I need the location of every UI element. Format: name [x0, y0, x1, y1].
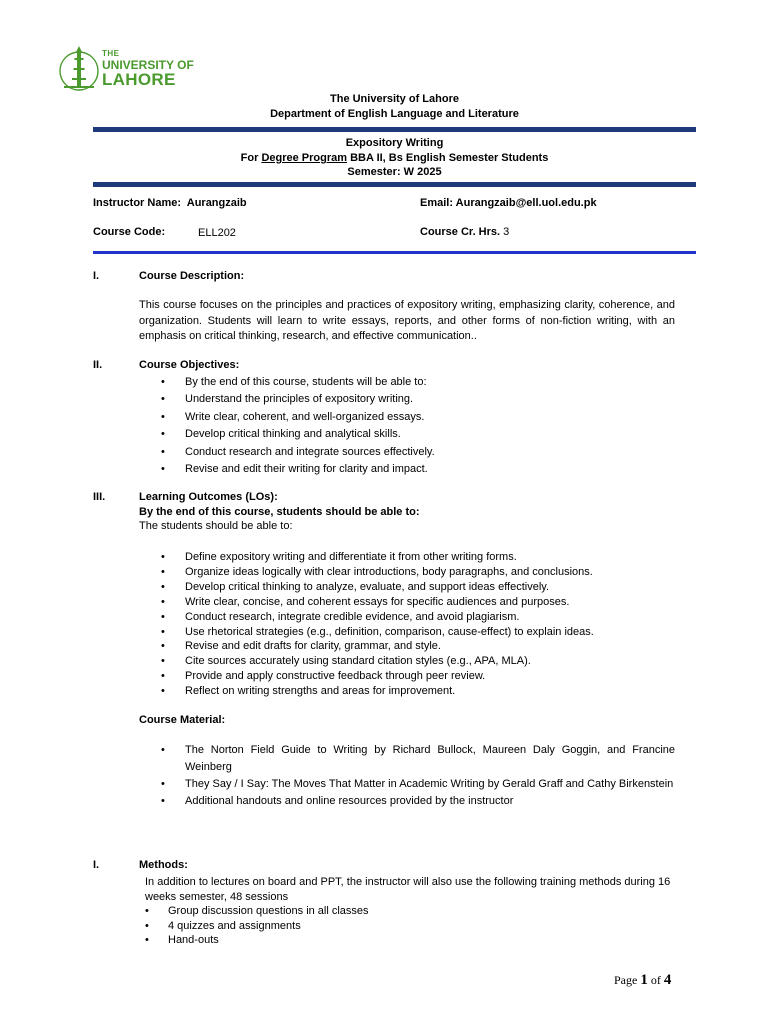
list-item-text: Group discussion questions in all classes: [168, 905, 369, 917]
learning-outcomes-intro: The students should be able to:: [139, 520, 293, 532]
list-item-text: Define expository writing and differentiate it from other writing forms.: [185, 551, 517, 563]
section-number: I.: [93, 859, 100, 871]
list-item-text: Conduct research, integrate credible evidence, and avoid plagiarism.: [185, 610, 520, 623]
list-item: [139, 444, 679, 461]
list-item-text: They Say / I Say: The Moves That Matter in Academic Writing by Gerald Graff and Cathy Birkenstein: [185, 778, 674, 790]
bullet-icon: •: [145, 905, 149, 917]
list-item-text: By the end of this course, students will be able to:: [185, 376, 427, 388]
email-value: Aurangzaib@ell.uol.edu.pk: [455, 197, 597, 209]
bullet-icon: •: [161, 580, 165, 593]
header-divider-top: [93, 127, 696, 132]
program-suffix: BBA II, Bs English Semester Students: [347, 152, 549, 164]
list-item: [139, 776, 675, 793]
instructor-row: [93, 197, 247, 209]
logo-university: UNIVERSITY OF: [102, 58, 194, 72]
methods-heading: Methods:: [139, 859, 188, 871]
page-total: 4: [663, 972, 672, 988]
list-item: [139, 550, 679, 565]
list-item-text: Hand-outs: [168, 934, 219, 947]
list-item: [139, 391, 679, 408]
bullet-icon: •: [161, 685, 165, 698]
bullet-icon: •: [161, 410, 165, 423]
credit-hours-value: 3: [503, 226, 510, 238]
list-item: [139, 580, 679, 595]
list-item-text: The Norton Field Guide to Writing by Richard Bullock, Maureen Daly Goggin, and Francine Weinberg: [185, 744, 675, 773]
email-row: [420, 197, 597, 209]
page-number: [614, 972, 671, 989]
department-name: Department of English Language and Literature: [270, 108, 519, 120]
bullet-icon: •: [161, 640, 165, 653]
course-code-label: Course Code:: [93, 226, 166, 238]
list-item: [139, 565, 679, 580]
course-objectives-heading: Course Objectives:: [139, 359, 240, 371]
list-item: [139, 461, 679, 478]
bullet-icon: •: [161, 565, 165, 578]
list-item: [139, 409, 679, 426]
learning-outcomes-subtitle: By the end of this course, students should be able to:: [139, 506, 420, 518]
list-item: [139, 639, 679, 654]
university-name: The University of Lahore: [330, 93, 459, 105]
section-number: II.: [93, 359, 103, 371]
logo-the: THE: [102, 49, 120, 58]
list-item-text: Cite sources accurately using standard citation styles (e.g., APA, MLA).: [185, 655, 531, 668]
methods-text: In addition to lectures on board and PPT, the instructor will also use the following training methods during 16 weeks semester, 48 sessions: [145, 876, 671, 903]
logo-text: [102, 50, 194, 88]
list-item-text: Develop critical thinking to analyze, evaluate, and support ideas effectively.: [185, 580, 550, 593]
bullet-icon: •: [161, 463, 165, 476]
list-item: [139, 654, 679, 669]
list-item-text: Write clear, concise, and coherent essays for specific audiences and purposes.: [185, 595, 570, 608]
material-list: [139, 742, 675, 810]
bullet-icon: •: [161, 610, 165, 623]
methods-list: [145, 904, 675, 948]
list-item-text: Provide and apply constructive feedback through peer review.: [185, 670, 486, 683]
bullet-icon: •: [161, 376, 165, 388]
list-item-text: Conduct research and integrate sources effectively.: [185, 445, 435, 458]
bullet-icon: •: [145, 934, 149, 947]
course-material-heading: Course Material:: [139, 714, 226, 726]
list-item: [139, 625, 679, 640]
section-number: I.: [93, 270, 100, 282]
instructor-label: Instructor Name:: [93, 197, 182, 209]
list-item-text: 4 quizzes and assignments: [168, 919, 301, 932]
credit-hours-row: [420, 226, 509, 238]
list-item-text: Use rhetorical strategies (e.g., definition, comparison, cause-effect) to explain ideas.: [185, 625, 594, 638]
course-title: Expository Writing: [345, 137, 444, 149]
bullet-icon: •: [161, 795, 165, 807]
bullet-icon: •: [161, 595, 165, 608]
objectives-list: [139, 374, 679, 478]
instructor-value: Aurangzaib: [186, 197, 247, 209]
logo-lahore: LAHORE: [102, 70, 176, 89]
page-label: Page: [614, 973, 638, 987]
page-current: 1: [640, 972, 648, 988]
program-link: Degree Program: [261, 152, 348, 164]
course-description-text: This course focuses on the principles and practices of expository writing, emphasizing clarity, coherence, and organization. Students will learn to write essays, reports, and other forms of non-fiction writing, with an emphasis on critical thinking, research, and effective communication..: [139, 299, 675, 342]
list-item: [139, 426, 679, 443]
list-item-text: Develop critical thinking and analytical skills.: [185, 428, 401, 441]
bullet-icon: •: [161, 744, 165, 756]
outcomes-list: [139, 550, 679, 699]
email-label: Email:: [420, 197, 454, 209]
bullet-icon: •: [161, 393, 165, 406]
list-item: [139, 742, 675, 776]
minar-logo-icon: [58, 46, 100, 92]
list-item-text: Understand the principles of expository writing.: [185, 393, 414, 406]
university-logo: [58, 46, 198, 94]
list-item-text: Write clear, coherent, and well-organized essays.: [185, 410, 425, 423]
list-item: [139, 669, 679, 684]
bullet-icon: •: [161, 670, 165, 683]
list-item-text: Additional handouts and online resources provided by the instructor: [185, 795, 514, 807]
bullet-icon: •: [161, 551, 165, 563]
course-code-value: ELL202: [198, 227, 236, 239]
program-prefix: For: [240, 152, 262, 164]
bullet-icon: •: [145, 919, 149, 932]
semester-line: Semester: W 2025: [347, 166, 442, 178]
list-item: [145, 904, 675, 919]
header-divider-bottom: [93, 182, 696, 187]
page-of: of: [650, 973, 661, 987]
list-item: [139, 595, 679, 610]
list-item: [145, 919, 675, 934]
credit-hours-label: Course Cr. Hrs.: [420, 226, 501, 238]
list-item: [139, 684, 679, 699]
bullet-icon: •: [161, 445, 165, 458]
list-item-text: Reflect on writing strengths and areas for improvement.: [185, 685, 456, 698]
list-item-text: Organize ideas logically with clear introductions, body paragraphs, and conclusions.: [185, 565, 593, 578]
list-item-text: Revise and edit drafts for clarity, grammar, and style.: [185, 640, 441, 653]
list-item-text: Revise and edit their writing for clarity and impact.: [185, 463, 428, 476]
list-item: [139, 374, 679, 391]
info-divider: [93, 251, 696, 254]
program-line: [93, 152, 696, 164]
list-item: [139, 793, 675, 810]
section-number: III.: [93, 491, 106, 503]
learning-outcomes-heading: Learning Outcomes (LOs):: [139, 491, 278, 503]
list-item: [139, 610, 679, 625]
bullet-icon: •: [161, 778, 165, 790]
bullet-icon: •: [161, 655, 165, 668]
course-description-heading: Course Description:: [139, 270, 245, 282]
bullet-icon: •: [161, 625, 165, 638]
list-item: [145, 933, 675, 948]
bullet-icon: •: [161, 428, 165, 441]
